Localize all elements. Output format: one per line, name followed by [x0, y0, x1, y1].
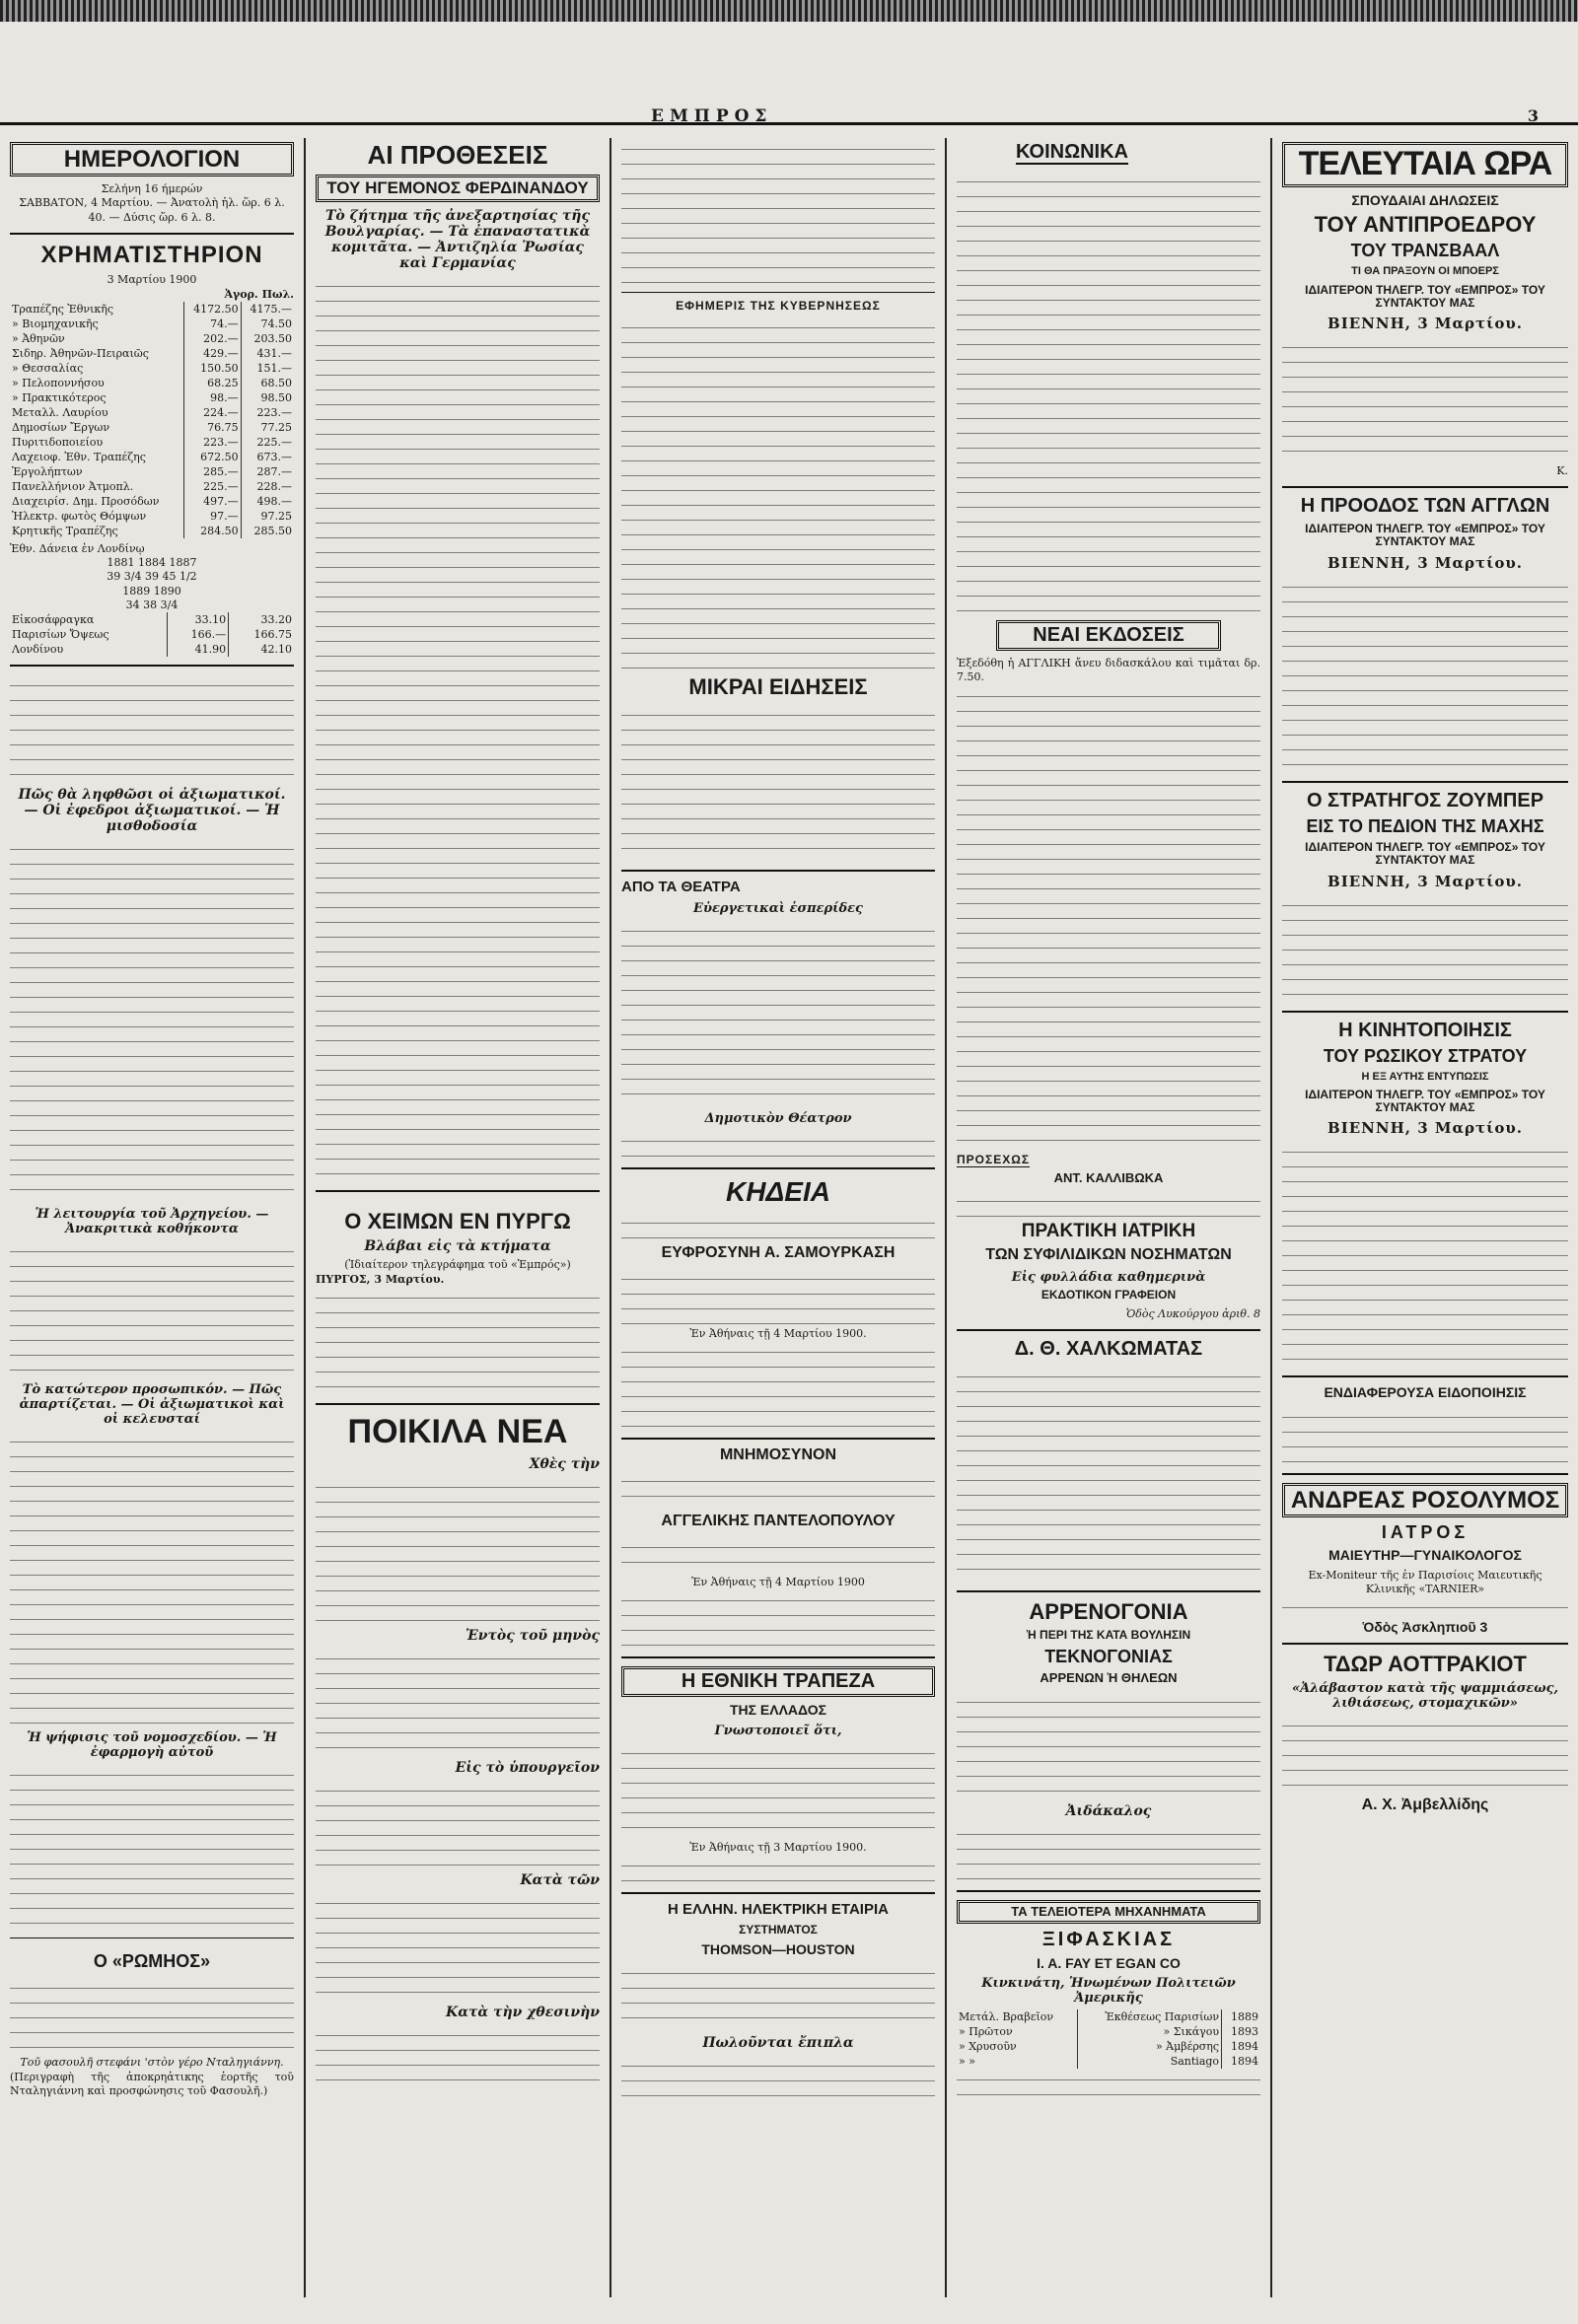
fx-row-label: Παρισίων Ὄψεως — [12, 628, 109, 642]
idiaiteron-1: ΙΔΙΑΙΤΕΡΟΝ ΤΗΛΕΓΡ. ΤΟΥ «ΕΜΠΡΟΣ» ΤΟΥ ΣΥΝΤΑΚΤΟΥ ΜΑΣ — [1305, 282, 1545, 310]
electric-subtitle-1: ΣΥΣΤΗΜΑΤΟΣ — [739, 1922, 818, 1937]
quote-row-value: 497.— — [183, 494, 241, 509]
arrenogonia-sub-2: ΤΕΚΝΟΓΟΝΙΑΣ — [1044, 1646, 1173, 1666]
loans-values-2: 34 38 3/4 — [125, 599, 179, 612]
electric-title: Η ΕΛΛΗΝ. ΗΛΕΚΤΡΙΚΗ ΕΤΑΙΡΙΑ — [668, 1901, 889, 1919]
medal-row-value: 1894 — [1222, 2054, 1260, 2069]
quote-row-label: Μεταλλ. Λαυρίου — [12, 405, 108, 419]
quote-row-value: 74.50 — [241, 317, 294, 331]
fx-table — [10, 612, 294, 657]
quote-row-value: 672.50 — [183, 450, 241, 464]
article-text-block — [957, 1691, 1260, 1799]
teleiotera-title: ΤΑ ΤΕΛΕΙΟΤΕΡΑ ΜΗΧΑΝΗΜΑΤΑ — [957, 1900, 1260, 1924]
cheimon-source: (Ἰδιαίτερον τηλεγράφημα τοῦ «Ἐμπρός») — [344, 1258, 571, 1272]
bank-title: Η ΕΘΝΙΚΗ ΤΡΑΠΕΖΑ — [621, 1666, 935, 1697]
rosolymos-title: ΙΑΤΡΟΣ — [1381, 1522, 1470, 1543]
quote-row — [10, 464, 294, 479]
loans-years-2: 1889 1890 — [122, 584, 181, 598]
article-text-block — [957, 171, 1260, 614]
medal-row-label: » Χρυσοῦν — [959, 2040, 1017, 2054]
article-text-block — [621, 1268, 935, 1327]
quote-row-label: » Θεσσαλίας — [12, 361, 84, 375]
article-text-block — [10, 1977, 294, 2056]
article-text-block — [621, 1855, 935, 1884]
kallivoka-name: ΑΝΤ. ΚΑΛΛΙΒΩΚΑ — [1053, 1169, 1164, 1185]
quote-row-value: 223.— — [183, 435, 241, 450]
heading-katoteron: Τὸ κατώτερον προσωπικόν. — Πῶς ἀπαρτίζεται. — Οἱ ἀξιωματικοὶ καὶ οἱ κελευσταί — [19, 1382, 285, 1428]
article-text-block — [10, 838, 294, 1203]
article-text-block — [316, 275, 600, 1182]
quote-row-label: Πανελλήνιον Ἀτμοπλ. — [12, 479, 134, 493]
article-text-block — [957, 1823, 1260, 1882]
quote-row-value: 673.— — [241, 450, 294, 464]
praktiki-note: Εἰς φυλλάδια καθημερινὰ — [1011, 1269, 1206, 1285]
koinonika-title: ΚΟΙΝΩΝΙΚΑ — [1016, 141, 1129, 163]
protheseis-title: ΑΙ ΠΡΟΘΕΣΕΙΣ — [367, 140, 548, 170]
praktiki-title: ΠΡΑΚΤΙΚΗ ΙΑΤΡΙΚΗ — [1021, 1221, 1196, 1242]
teleiotera-company: Ι. Α. FAY ET EGAN CO — [1037, 1954, 1181, 1971]
poikila-heading-1: Χθὲς τὴν — [529, 1455, 600, 1472]
article-text-block — [10, 1431, 294, 1726]
article-text-block — [621, 1962, 935, 2031]
quote-row-value: 285.50 — [241, 524, 294, 538]
nea-first-line: Ἐξεδόθη ἡ ΑΓΓΛΙΚΗ ἄνευ διδασκάλου καὶ τιμᾶται δρ. 7.50. — [957, 657, 1260, 684]
rosolymos-specialty: ΜΑΙΕΥΤΗΡ—ΓΥΝΑΙΚΟΛΟΓΟΣ — [1328, 1547, 1522, 1564]
quotes-header: Ἀγορ. Πωλ. — [224, 287, 294, 301]
teleiotera-subtitle: ΞΙΦΑΣΚΙΑΣ — [1041, 1928, 1176, 1950]
praktiki-subtitle: ΤΩΝ ΣΥΦΙΛΙΔΙΚΩΝ ΝΟΣΗΜΑΤΩΝ — [985, 1246, 1232, 1264]
quote-row — [10, 479, 294, 494]
poikila-heading-5: Κατὰ τὴν χθεσινὴν — [446, 2004, 600, 2020]
article-text-block — [621, 1341, 935, 1430]
column-1 — [0, 138, 306, 2297]
quote-row-value: 285.— — [183, 464, 241, 479]
quote-row-value: 4172.50 — [183, 302, 241, 317]
spoudaiai-4: ΤΙ ΘΑ ΠΡΑΞΟΥΝ ΟΙ ΜΠΟΕΡΣ — [1351, 265, 1499, 278]
chalkomatas-title: Δ. Θ. ΧΑΛΚΩΜΑΤΑΣ — [1014, 1337, 1203, 1360]
poikila-heading-4: Κατὰ τῶν — [520, 1871, 600, 1888]
loans-title: Ἐθν. Δάνεια ἐν Λονδίνῳ — [10, 541, 145, 555]
medals-table — [957, 2009, 1260, 2069]
quote-row-value: 151.— — [241, 361, 294, 376]
medal-row — [957, 2009, 1260, 2024]
spoudaiai-2: ΤΟΥ ΑΝΤΙΠΡΟΕΔΡΟΥ — [1314, 212, 1537, 238]
medal-row-value: Santiago — [1077, 2054, 1221, 2069]
theatra-subtitle-1: Εὐεργετικαὶ ἑσπερίδες — [693, 900, 863, 916]
spoudaiai-1: ΣΠΟΥΔΑΙΑΙ ΔΗΛΩΣΕΙΣ — [1351, 191, 1499, 208]
loans-values: 39 3/4 39 45 1/2 — [107, 570, 197, 584]
arrenogonia-sub-3: ΑΡΡΕΝΩΝ Ἡ ΘΗΛΕΩΝ — [1040, 1670, 1178, 1686]
ephemeris-title: ΕΦΗΜΕΡΙΣ ΤΗΣ ΚΥΒΕΡΝΗΣΕΩΣ — [676, 299, 881, 313]
quote-row — [10, 405, 294, 420]
quote-row — [10, 420, 294, 435]
zoumper-subtitle: ΕΙΣ ΤΟ ΠΕΔΙΟΝ ΤΗΣ ΜΑΧΗΣ — [1306, 815, 1544, 836]
moon-line: Σελήνη 16 ήμερών — [101, 182, 203, 196]
poikila-title: ΠΟΙΚΙΛΑ ΝΕΑ — [347, 1412, 568, 1450]
quote-row-value: 203.50 — [241, 331, 294, 346]
column-5 — [1272, 138, 1578, 2297]
article-text-block — [316, 1287, 600, 1395]
romios-line: Τοῦ φασουλῆ στεφάνι 'στὸν γέρο Νταληγιάννη. — [20, 2056, 284, 2070]
quote-row-value: 74.— — [183, 317, 241, 331]
fx-row-value: 33.10 — [167, 612, 229, 627]
article-text-block — [621, 704, 935, 862]
fx-row-label: Εἰκοσάφραγκα — [12, 613, 95, 627]
quote-row-value: 68.50 — [241, 376, 294, 390]
endiapherousa-title: ΕΝΔΙΑΦΕΡΟΥΣΑ ΕΙΔΟΠΟΙΗΣΙΣ — [1324, 1384, 1527, 1401]
teleutaia-title: ΤΕΛΕΥΤΑΙΑ ΩΡΑ — [1282, 142, 1568, 187]
zoumper-title: Ο ΣΤΡΑΤΗΓΟΣ ΖΟΥΜΠΕΡ — [1306, 789, 1544, 811]
article-text-block — [10, 1764, 294, 1932]
fx-row-value: 166.— — [167, 627, 229, 642]
fx-row-label: Λονδίνου — [12, 643, 64, 657]
polountai-heading: Πωλοῦνται ἔπιπλα — [702, 2035, 854, 2052]
kinitopoiisis-title: Η ΚΙΝΗΤΟΠΟΙΗΣΙΣ — [1338, 1019, 1512, 1041]
quote-row-value: 97.25 — [241, 509, 294, 524]
protheseis-subtitle: Τὸ ζήτημα τῆς ἀνεξαρτησίας τῆς Βουλγαρίας. — Τὰ ἐπαναστατικὰ κομιτᾶτα. — Ἀντιζηλία Ῥωσίας καὶ Γερμανίας — [324, 208, 591, 272]
quote-row-value: 228.— — [241, 479, 294, 494]
quote-row — [10, 390, 294, 405]
quote-row-value: 76.75 — [183, 420, 241, 435]
quote-row-value: 498.— — [241, 494, 294, 509]
medal-row — [957, 2054, 1260, 2069]
cheimon-subtitle: Βλάβαι εἰς τὰ κτήματα — [364, 1238, 551, 1255]
quote-row-value: 287.— — [241, 464, 294, 479]
article-text-block — [621, 138, 935, 286]
heading-psephisis: Ἡ ψήφισις τοῦ νομοσχεδίου. — Ἡ ἐφαρμογὴ αὐτοῦ — [27, 1730, 277, 1761]
column-3 — [611, 138, 947, 2297]
column-4 — [947, 138, 1272, 2297]
vienna-dateline-2: ΒΙΕΝΝΗ, 3 Μαρτίου. — [1327, 553, 1523, 572]
quote-row-label: Κρητικῆς Τραπέζης — [12, 524, 118, 537]
quote-row-value: 4175.— — [241, 302, 294, 317]
hemerologion-title: ΗΜΕΡΟΛΟΓΙΟΝ — [10, 142, 294, 176]
fx-row-value: 42.10 — [229, 642, 294, 657]
article-text-block — [316, 1648, 600, 1756]
medal-row-value: » Σικάγου — [1077, 2024, 1221, 2039]
article-text-block — [621, 1470, 935, 1510]
rosolymos-address: Ὁδὸς Ἀσκληπιοῦ 3 — [1362, 1619, 1488, 1636]
quote-row — [10, 331, 294, 346]
article-text-block — [1282, 894, 1568, 1003]
quote-row — [10, 346, 294, 361]
poikila-heading-3: Εἰς τὸ ὑπουργεῖον — [455, 1759, 600, 1776]
bank-notice: Γνωστοποιεῖ ὅτι, — [714, 1723, 842, 1738]
article-text-block — [621, 1536, 935, 1576]
praktiki-address: Ὁδὸς Λυκούργου ἀριθ. 8 — [1125, 1306, 1260, 1320]
quote-row-label: » Πελοποννήσου — [12, 376, 105, 389]
panteleopoulou-name: ΑΓΓΕΛΙΚΗΣ ΠΑΝΤΕΛΟΠΟΥΛΟΥ — [661, 1513, 896, 1530]
kinitopoiisis-sub-2: Η ΕΞ ΑΥΤΗΣ ΕΝΤΥΠΩΣΙΣ — [1361, 1070, 1489, 1083]
quote-row-label: Πυριτιδοποιείου — [12, 435, 104, 449]
poikila-heading-2: Ἐντὸς τοῦ μηνὸς — [465, 1627, 600, 1644]
fx-row — [10, 627, 294, 642]
idiaiteron-2: ΙΔΙΑΙΤΕΡΟΝ ΤΗΛΕΓΡ. ΤΟΥ «ΕΜΠΡΟΣ» ΤΟΥ ΣΥΝΤΑΚΤΟΥ ΜΑΣ — [1305, 522, 1545, 548]
article-text-block — [10, 1240, 294, 1378]
romios-title: Ο «ΡΩΜΗΟΣ» — [93, 1951, 211, 1972]
quote-row — [10, 317, 294, 331]
article-text-block — [1282, 1141, 1568, 1368]
quote-row-value: 97.— — [183, 509, 241, 524]
theatra-subtitle-2: Δημοτικὸν Θέατρον — [704, 1110, 852, 1126]
chrematisterion-date: 3 Μαρτίου 1900 — [107, 273, 197, 287]
quote-row-value: 223.— — [241, 405, 294, 420]
signature-k: Κ. — [1556, 464, 1568, 478]
quote-row — [10, 435, 294, 450]
quote-row-value: 284.50 — [183, 524, 241, 538]
mikrai-title: ΜΙΚΡΑΙ ΕΙΔΗΣΕΙΣ — [688, 674, 868, 699]
fx-row-value: 33.20 — [229, 612, 294, 627]
bank-subtitle: ΤΗΣ ΕΛΛΑΔΟΣ — [729, 1702, 827, 1719]
idiaiteron-4: ΙΔΙΑΙΤΕΡΟΝ ΤΗΛΕΓΡ. ΤΟΥ «ΕΜΠΡΟΣ» ΤΟΥ ΣΥΝΤΑΚΤΟΥ ΜΑΣ — [1305, 1088, 1545, 1114]
arrenogonia-title: ΑΡΡΕΝΟΓΟΝΙΑ — [1029, 1598, 1188, 1624]
page-number: 3 — [1527, 106, 1539, 125]
aidakalos-heading: Ἀιδάκαλος — [1065, 1803, 1152, 1820]
quote-row-label: Λαχειοφ. Ἐθν. Τραπέζης — [12, 450, 146, 463]
heading-officers: Πῶς θὰ ληφθῶσι οἱ ἀξιωματικοί. — Οἱ ἐφεδροι ἀξιωματικοί. — Ἡ μισθοδοσία — [18, 787, 286, 835]
heading-archegeion: Ἡ λειτουργία τοῦ Ἀρχηγείου. — Ἀνακριτικὰ κοθήκοντα — [35, 1207, 269, 1237]
medal-row — [957, 2024, 1260, 2039]
medal-row — [957, 2039, 1260, 2054]
tdor-title: ΤΔΩΡ ΑΟΤΤΡΑΚΙΟΤ — [1324, 1652, 1527, 1677]
article-text-block — [957, 2069, 1260, 2108]
idiaiteron-3: ΙΔΙΑΙΤΕΡΟΝ ΤΗΛΕΓΡ. ΤΟΥ «ΕΜΠΡΟΣ» ΤΟΥ ΣΥΝΤΑΚΤΟΥ ΜΑΣ — [1305, 840, 1545, 868]
quotes-table — [10, 302, 294, 538]
vienna-dateline-1: ΒΙΕΝΝΗ, 3 Μαρτίου. — [1327, 315, 1523, 333]
loans-years: 1881 1884 1887 — [107, 556, 197, 570]
quote-row-label: Σιδηρ. Ἀθηνῶν-Πειραιῶς — [12, 346, 149, 360]
quote-row — [10, 376, 294, 390]
fx-row-value: 166.75 — [229, 627, 294, 642]
article-text-block — [621, 1130, 935, 1160]
article-text-block — [621, 2055, 935, 2109]
quote-row-label: » Ἀθηνῶν — [12, 331, 65, 345]
quote-row — [10, 361, 294, 376]
article-text-block — [1282, 336, 1568, 464]
romios-tail: (Περιγραφὴ τῆς ἀποκρηἀτικης ἑορτῆς τοῦ Νταληγιάννη καὶ προσφώνησις τοῦ Φασουλῆ.) — [10, 2070, 294, 2097]
article-text-block — [621, 1589, 935, 1649]
quote-row — [10, 302, 294, 317]
article-text-block — [1282, 1715, 1568, 1794]
quote-row-value: 225.— — [183, 479, 241, 494]
medal-row-label: » » — [959, 2055, 975, 2069]
article-text-block — [1282, 1596, 1568, 1616]
vienna-dateline-3: ΒΙΕΝΝΗ, 3 Μαρτίου. — [1327, 872, 1523, 890]
quote-row-value: 98.50 — [241, 390, 294, 405]
spoudaiai-3: ΤΟΥ ΤΡΑΝΣΒΑΑΛ — [1350, 241, 1500, 261]
fx-row — [10, 612, 294, 627]
ferdinand-title: ΤΟΥ ΗΓΕΜΟΝΟΣ ΦΕΡΔΙΝΑΝΔΟΥ — [316, 175, 600, 202]
quote-row — [10, 450, 294, 464]
article-text-block — [957, 1190, 1260, 1218]
quote-row-label: » Πρακτικότερος — [12, 390, 107, 404]
cheimon-title: Ο ΧΕΙΜΩΝ ΕΝ ΠΥΡΓΩ — [344, 1209, 571, 1234]
quote-row-label: » Βιομηχανικῆς — [12, 317, 99, 330]
theatra-title: ΑΠΟ ΤΑ ΘΕΑΤΡΑ — [621, 879, 741, 896]
cheimon-dateline: ΠΥΡΓΟΣ, 3 Μαρτίου. — [316, 1272, 445, 1286]
arrenogonia-sub-1: Ἡ ΠΕΡΙ ΤΗΣ ΚΑΤΑ ΒΟΥΛΗΣΙΝ — [1026, 1627, 1191, 1642]
quote-row-value: 431.— — [241, 346, 294, 361]
quote-row — [10, 524, 294, 538]
medal-row-value: 1893 — [1222, 2024, 1260, 2039]
column-2 — [306, 138, 611, 2297]
article-text-block — [621, 920, 935, 1107]
bank-date: Ἐν Ἀθήναις τῇ 3 Μαρτίου 1900. — [689, 1840, 867, 1854]
article-text-block — [621, 317, 935, 671]
article-text-block — [957, 1366, 1260, 1583]
article-text-block — [621, 1742, 935, 1841]
proodos-title: Η ΠΡΟΟΔΟΣ ΤΩΝ ΑΓΓΛΩΝ — [1300, 495, 1550, 518]
medal-row-label: » Πρῶτον — [959, 2025, 1013, 2039]
article-text-block — [316, 1892, 600, 2001]
proseches-label: ΠΡΟΣΕΧΩΣ — [957, 1152, 1031, 1166]
kedeia-date: Ἐν Ἀθήναις τῇ 4 Μαρτίου 1900. — [689, 1327, 867, 1341]
article-text-block — [1282, 1406, 1568, 1465]
article-text-block — [621, 1212, 935, 1241]
praktiki-publisher: ΕΚΔΟΤΙΚΟΝ ΓΡΑΦΕΙΟΝ — [1040, 1287, 1177, 1302]
day-line: ΣΑΒΒΑΤΟΝ, 4 Μαρτίου. — Ἀνατολὴ ἡλ. ὥρ. 6 λ. 40. — Δύσις ὥρ. 6 λ. 8. — [19, 196, 285, 224]
article-text-block — [316, 1476, 600, 1624]
vienna-dateline-4: ΒΙΕΝΝΗ, 3 Μαρτίου. — [1327, 1119, 1523, 1138]
tdor-vendor: Α. Χ. Ἀμβελλίδης — [1361, 1796, 1489, 1814]
quote-row-value: 224.— — [183, 405, 241, 420]
rosolymos-credentials: Ex-Moniteur τῆς ἐν Παρισίοις Μαιευτικῆς Κλινικῆς «TARNIER» — [1308, 1568, 1542, 1596]
mnemosynon-title: ΜΝΗΜΟΣΥΝΟΝ — [719, 1446, 837, 1464]
fx-row-value: 41.90 — [167, 642, 229, 657]
kedeia-title: ΚΗΔΕΙΑ — [726, 1175, 830, 1207]
quote-row-value: 77.25 — [241, 420, 294, 435]
medal-row-value: » Ἀμβέρσης — [1077, 2039, 1221, 2054]
quote-row-label: Τραπέζης Ἐθνικῆς — [12, 302, 114, 316]
medal-row-value: Ἐκθέσεως Παρισίων — [1077, 2009, 1221, 2024]
quote-row-value: 68.25 — [183, 376, 241, 390]
quote-row-value: 202.— — [183, 331, 241, 346]
medal-row-label: Μετάλ. Βραβεῖον — [959, 2010, 1054, 2024]
newspaper-title: ΕΜΠΡΟΣ — [651, 106, 773, 126]
quote-row-label: Ἐργολήπτων — [12, 464, 83, 478]
medal-row-value: 1894 — [1222, 2039, 1260, 2054]
article-text-block — [316, 2024, 600, 2083]
fx-row — [10, 642, 294, 657]
kinitopoiisis-subtitle: ΤΟΥ ΡΩΣΙΚΟΥ ΣΤΡΑΤΟΥ — [1323, 1045, 1528, 1066]
chrematisterion-title: ΧΡΗΜΑΤΙΣΤΗΡΙΟΝ — [40, 242, 263, 269]
mnemosynon-date: Ἐν Ἀθήναις τῇ 4 Μαρτίου 1900 — [691, 1575, 865, 1588]
quote-row — [10, 494, 294, 509]
quote-row-value: 150.50 — [183, 361, 241, 376]
quote-row-value: 98.— — [183, 390, 241, 405]
teleiotera-location: Κινκινάτη, Ἡνωμένων Πολιτειῶν Ἀμερικῆς — [981, 1976, 1236, 2007]
tdor-subtitle: «Ἀλάβαστον κατὰ τῆς ψαμμιάσεως, λιθιάσεως, στομαχικῶν» — [1291, 1681, 1559, 1712]
masthead — [0, 0, 1578, 125]
article-text-block — [316, 1780, 600, 1868]
article-text-block — [957, 685, 1260, 1149]
samourkasi-name: ΕΥΦΡΟΣΥΝΗ Α. ΣΑΜΟΥΡΚΑΣΗ — [661, 1244, 896, 1262]
quote-row-label: Διαχειρίσ. Δημ. Προσόδων — [12, 494, 160, 508]
rosolymos-name: ΑΝΔΡΕΑΣ ΡΟΣΟΛΥΜΟΣ — [1282, 1483, 1568, 1517]
quote-row-label: Ἠλεκτρ. φωτὸς Θόμψων — [12, 509, 147, 523]
article-text-block — [10, 674, 294, 783]
electric-subtitle-2: THOMSON—HOUSTON — [701, 1940, 855, 1957]
quote-row — [10, 509, 294, 524]
quote-row-value: 225.— — [241, 435, 294, 450]
quote-row-label: Δημοσίων Ἔργων — [12, 420, 110, 434]
article-text-block — [1282, 576, 1568, 773]
nea-ekdoseis-title: ΝΕΑΙ ΕΚΔΟΣΕΙΣ — [996, 620, 1221, 651]
medal-row-value: 1889 — [1222, 2009, 1260, 2024]
quote-row-value: 429.— — [183, 346, 241, 361]
